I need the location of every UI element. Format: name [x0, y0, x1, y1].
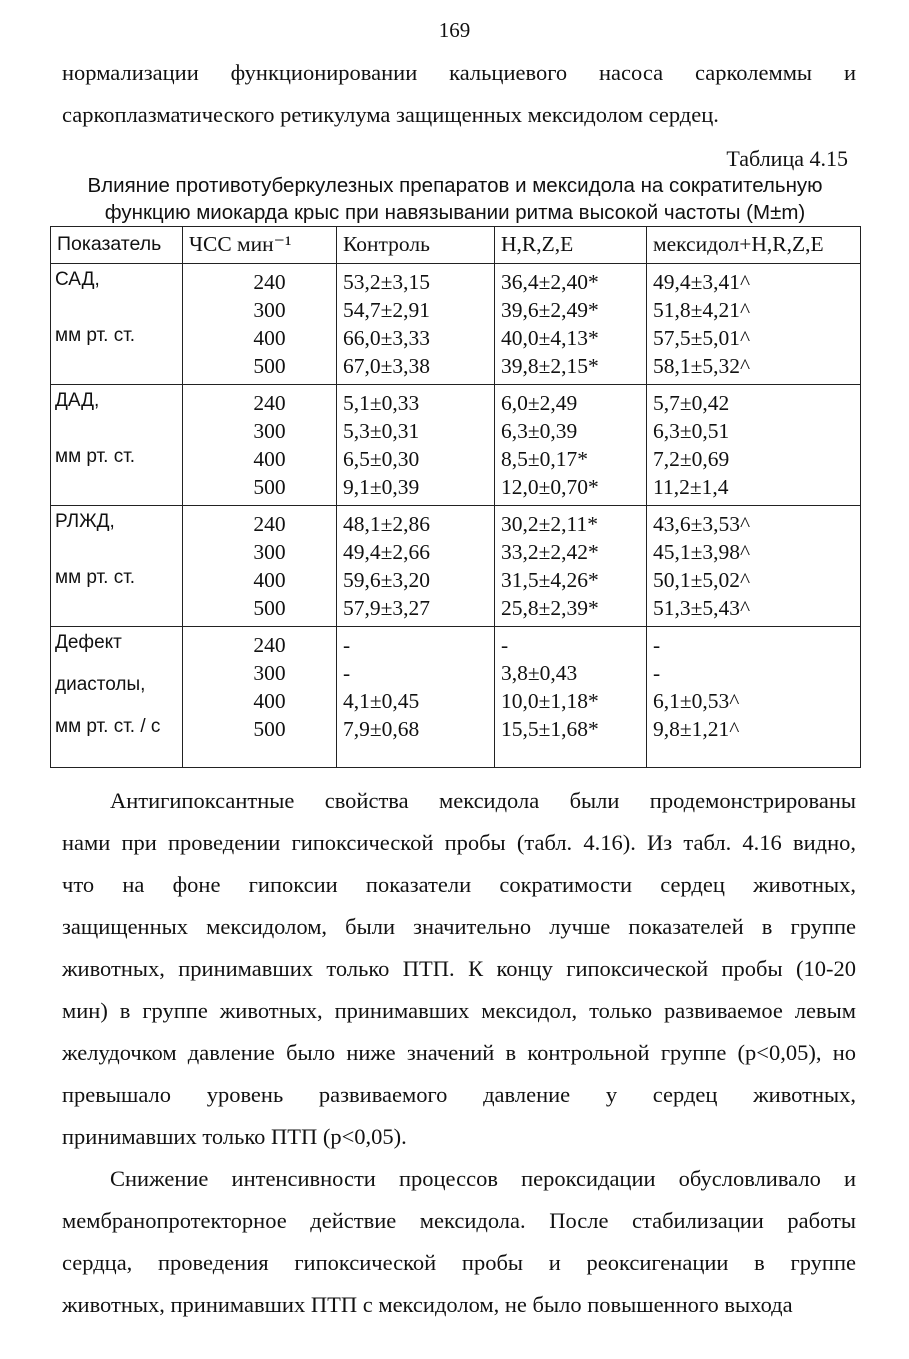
- table-group-row: [51, 506, 861, 627]
- caption-line: функцию миокарда крыс при навязывании ритма высокой частоты (M±m): [104, 201, 806, 224]
- table-value: 240: [253, 633, 286, 657]
- table-value: 40,0±4,13*: [501, 326, 599, 350]
- table-value: 300: [253, 419, 286, 443]
- table-value: 9,1±0,39: [343, 475, 420, 499]
- table-value: 11,2±1,4: [653, 475, 729, 499]
- parameter-label: мм рт. ст.: [55, 446, 136, 467]
- table-value: 400: [253, 447, 286, 471]
- table-value: -: [343, 661, 351, 685]
- mexidol-cell: [647, 385, 861, 506]
- table-value: 400: [253, 689, 286, 713]
- table-value: 43,6±3,53^: [653, 512, 751, 536]
- table-value: 51,3±5,43^: [653, 596, 751, 620]
- table-group-row: [51, 264, 861, 385]
- table-value: 300: [253, 540, 286, 564]
- table-value: 300: [253, 298, 286, 322]
- text-line: защищенных мексидолом, были значительно лучше показателей в группе: [62, 914, 856, 939]
- table-value: 300: [253, 661, 286, 685]
- table-value: 30,2±2,11*: [501, 512, 599, 536]
- table-value: 57,9±3,27: [343, 596, 431, 620]
- text-line: сердца, проведения гипоксической пробы и реоксигенации в группе: [62, 1250, 856, 1275]
- table-value: 67,0±3,38: [343, 354, 431, 378]
- text-line: животных, принимавших только ПТП. К концу гипоксической пробы (10-20: [62, 956, 856, 981]
- text-line: Снижение интенсивности процессов пероксидации обусловливало и: [110, 1166, 856, 1191]
- intro-paragraph: [62, 52, 856, 136]
- parameter-label: Дефект: [55, 632, 122, 653]
- table-value: 49,4±3,41^: [653, 270, 751, 294]
- table-group-row: [51, 385, 861, 506]
- table-value: 400: [253, 568, 286, 592]
- control-cell: [337, 627, 495, 768]
- table-value: 31,5±4,26*: [501, 568, 599, 592]
- mexidol-cell: [647, 627, 861, 768]
- table-value: 240: [253, 270, 286, 294]
- table-value: 3,8±0,43: [501, 661, 578, 685]
- table-value: 6,3±0,39: [501, 419, 578, 443]
- text-line: нормализации функционировании кальциевого насоса сарколеммы и: [62, 60, 856, 85]
- text-line: Антигипоксантные свойства мексидола были продемонстрированы: [110, 788, 856, 813]
- table-value: 5,1±0,33: [343, 391, 420, 415]
- parameter-cell: [51, 385, 183, 506]
- table-value: 500: [253, 717, 286, 741]
- table-group-row: [51, 627, 861, 768]
- table-value: 51,8±4,21^: [653, 298, 751, 322]
- body-paragraph-1: [62, 780, 856, 1158]
- table-value: -: [501, 633, 509, 657]
- header-cell-hrze: H,R,Z,E: [495, 227, 647, 264]
- table-value: 49,4±2,66: [343, 540, 431, 564]
- hrze-cell: [495, 385, 647, 506]
- table-value: 15,5±1,68*: [501, 717, 599, 741]
- table-value: 57,5±5,01^: [653, 326, 751, 350]
- text-line: что на фоне гипоксии показатели сократимости сердец животных,: [62, 872, 856, 897]
- table-value: 400: [253, 326, 286, 350]
- text-line: нами при проведении гипоксической пробы (табл. 4.16). Из табл. 4.16 видно,: [62, 830, 856, 855]
- header-cell-parameter: Показатель: [51, 227, 183, 264]
- mexidol-cell: [647, 506, 861, 627]
- parameter-cell: [51, 264, 183, 385]
- parameter-label: РЛЖД,: [55, 511, 115, 532]
- parameter-label: мм рт. ст.: [55, 567, 136, 588]
- hrze-cell: [495, 627, 647, 768]
- table-value: 50,1±5,02^: [653, 568, 751, 592]
- text-line: принимавших только ПТП (p<0,05).: [62, 1124, 407, 1149]
- heart-rate-cell: [183, 506, 337, 627]
- table-value: 12,0±0,70*: [501, 475, 599, 499]
- control-cell: [337, 264, 495, 385]
- table-value: 66,0±3,33: [343, 326, 431, 350]
- table-value: -: [653, 633, 661, 657]
- heart-rate-cell: [183, 627, 337, 768]
- table-value: 7,2±0,69: [653, 447, 730, 471]
- table-value: 9,8±1,21^: [653, 717, 740, 741]
- hrze-cell: [495, 506, 647, 627]
- table-value: 48,1±2,86: [343, 512, 431, 536]
- table-value: 5,7±0,42: [653, 391, 730, 415]
- table-value: 25,8±2,39*: [501, 596, 599, 620]
- text-line: мембранопротекторное действие мексидола. После стабилизации работы: [62, 1208, 856, 1233]
- parameter-label: ДАД,: [55, 390, 100, 411]
- table-caption: [50, 172, 860, 226]
- table-value: 500: [253, 596, 286, 620]
- parameter-label: диастолы,: [55, 674, 146, 695]
- table-value: 500: [253, 354, 286, 378]
- table-value: 10,0±1,18*: [501, 689, 599, 713]
- text-line: превышало уровень развиваемого давление у сердец животных,: [62, 1082, 856, 1107]
- table-value: 45,1±3,98^: [653, 540, 751, 564]
- text-line: животных, принимавших ПТП с мексидолом, не было повышенного выхода: [62, 1292, 793, 1317]
- table-value: 59,6±3,20: [343, 568, 431, 592]
- table-value: 240: [253, 391, 286, 415]
- table-value: 33,2±2,42*: [501, 540, 599, 564]
- table-value: 4,1±0,45: [343, 689, 420, 713]
- table-value: 39,8±2,15*: [501, 354, 599, 378]
- table-value: 7,9±0,68: [343, 717, 420, 741]
- control-cell: [337, 385, 495, 506]
- parameter-label: мм рт. ст.: [55, 325, 136, 346]
- table-value: 53,2±3,15: [343, 270, 431, 294]
- control-cell: [337, 506, 495, 627]
- table-header-row: [51, 227, 861, 264]
- heart-rate-cell: [183, 385, 337, 506]
- parameter-label: мм рт. ст. / с: [55, 716, 161, 737]
- table-label: Таблица 4.15: [726, 146, 848, 171]
- text-line: мин) в группе животных, принимавших мексидол, только развиваемое левым: [62, 998, 856, 1023]
- text-line: желудочком давление было ниже значений в контрольной группе (p<0,05), но: [62, 1040, 856, 1065]
- parameter-label: САД,: [55, 269, 100, 290]
- table-value: 240: [253, 512, 286, 536]
- parameter-cell: [51, 627, 183, 768]
- page-number: 169: [438, 18, 471, 42]
- table-value: 6,0±2,49: [501, 391, 578, 415]
- table-value: 6,3±0,51: [653, 419, 730, 443]
- table-value: 39,6±2,49*: [501, 298, 599, 322]
- header-cell-mexidol-hrze: мексидол+H,R,Z,E: [647, 227, 861, 264]
- mexidol-cell: [647, 264, 861, 385]
- table-value: 6,1±0,53^: [653, 689, 740, 713]
- table-value: 54,7±2,91: [343, 298, 431, 322]
- table-value: 58,1±5,32^: [653, 354, 751, 378]
- body-paragraph-2: [62, 1158, 856, 1326]
- table-value: 8,5±0,17*: [501, 447, 589, 471]
- table-value: -: [343, 633, 351, 657]
- table-value: 5,3±0,31: [343, 419, 420, 443]
- hrze-cell: [495, 264, 647, 385]
- header-cell-heart-rate: ЧСС мин⁻¹: [183, 227, 337, 264]
- header-cell-control: Контроль: [337, 227, 495, 264]
- text-line: саркоплазматического ретикулума защищенных мексидолом сердец.: [62, 102, 719, 127]
- table-value: 500: [253, 475, 286, 499]
- data-table: [50, 226, 861, 768]
- caption-line: Влияние противотуберкулезных препаратов и мексидола на сократительную: [87, 174, 823, 197]
- table-value: -: [653, 661, 661, 685]
- table-value: 36,4±2,40*: [501, 270, 599, 294]
- parameter-cell: [51, 506, 183, 627]
- heart-rate-cell: [183, 264, 337, 385]
- table-value: 6,5±0,30: [343, 447, 420, 471]
